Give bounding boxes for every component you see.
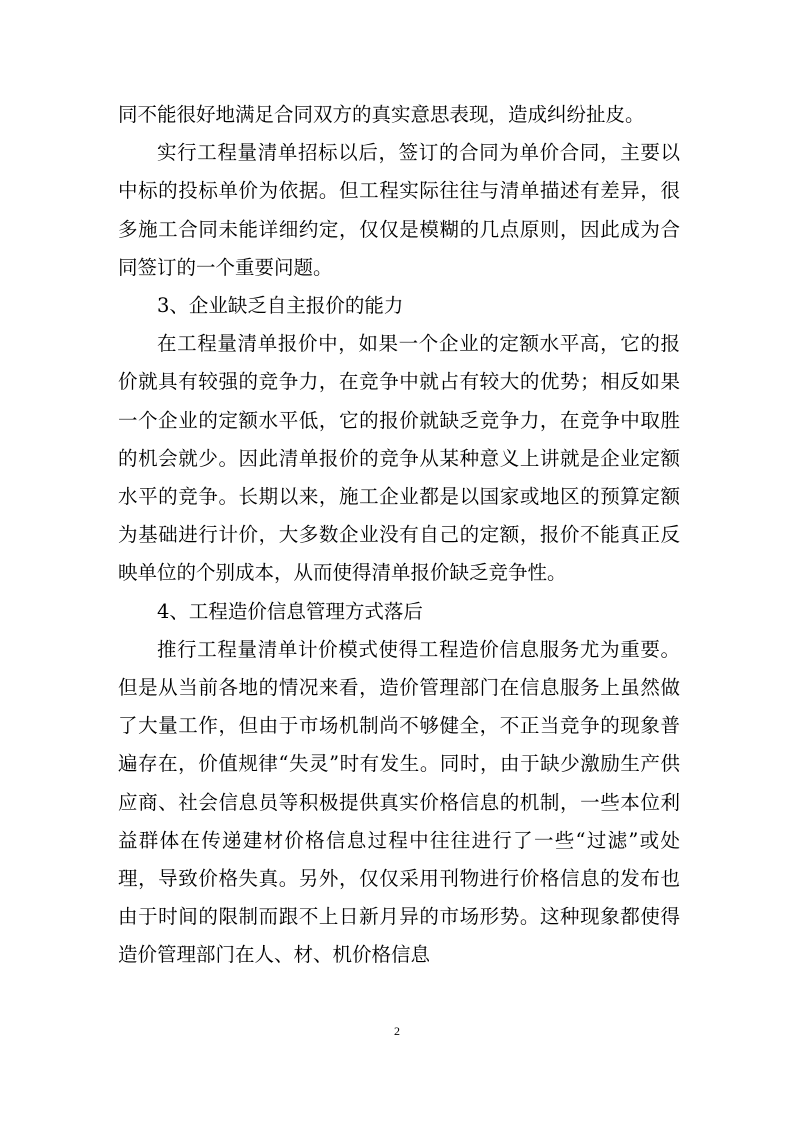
- paragraph-continuation: 同不能很好地满足合同双方的真实意思表现，造成纠纷扯皮。: [118, 103, 645, 126]
- paragraph-price-information: 推行工程量清单计价模式使得工程造价信息服务尤为重要。但是从当前各地的情况来看，造价管理部门在信息服务上虽然做了大量工作，但由于市场机制尚不够健全，不正当竞争的现象普遍存在，价值规律“失灵”时有发生。同时，由于缺少激励生产供应商、社会信息员等积极提供真实价格信息的机制，一些本位利益群体在传递建材价格信息过程中往往进行了一些“过滤”或处理，导致价格失真。另外，仅仅采用刊物进行价格信息的发布也由于时间的限制而跟不上日新月异的市场形势。这种现象都使得造价管理部门在人、材、机价格信息: [118, 637, 680, 967]
- document-body: [118, 96, 680, 975]
- section-heading-3: 3、企业缺乏自主报价的能力: [157, 294, 404, 318]
- paragraph-contract-issue: 实行工程量清单招标以后，签订的合同为单价合同，主要以中标的投标单价为依据。但工程实际往往与清单描述有差异，很多施工合同未能详细约定，仅仅是模糊的几点原则，因此成为合同签订的一个重要问题。: [118, 141, 680, 279]
- section-heading-4: 4、工程造价信息管理方式落后: [157, 599, 423, 623]
- page-number: 2: [394, 1024, 400, 1038]
- paragraph-quota-competition: 在工程量清单报价中，如果一个企业的定额水平高，它的报价就具有较强的竞争力，在竞争中就占有较大的优势；相反如果一个企业的定额水平低，它的报价就缺乏竞争力，在竞争中取胜的机会就少。因此清单报价的竞争从某种意义上讲就是企业定额水平的竞争。长期以来，施工企业都是以国家或地区的预算定额为基础进行计价，大多数企业没有自己的定额，报价不能真正反映单位的个别成本，从而使得清单报价缺乏竞争性。: [118, 332, 680, 585]
